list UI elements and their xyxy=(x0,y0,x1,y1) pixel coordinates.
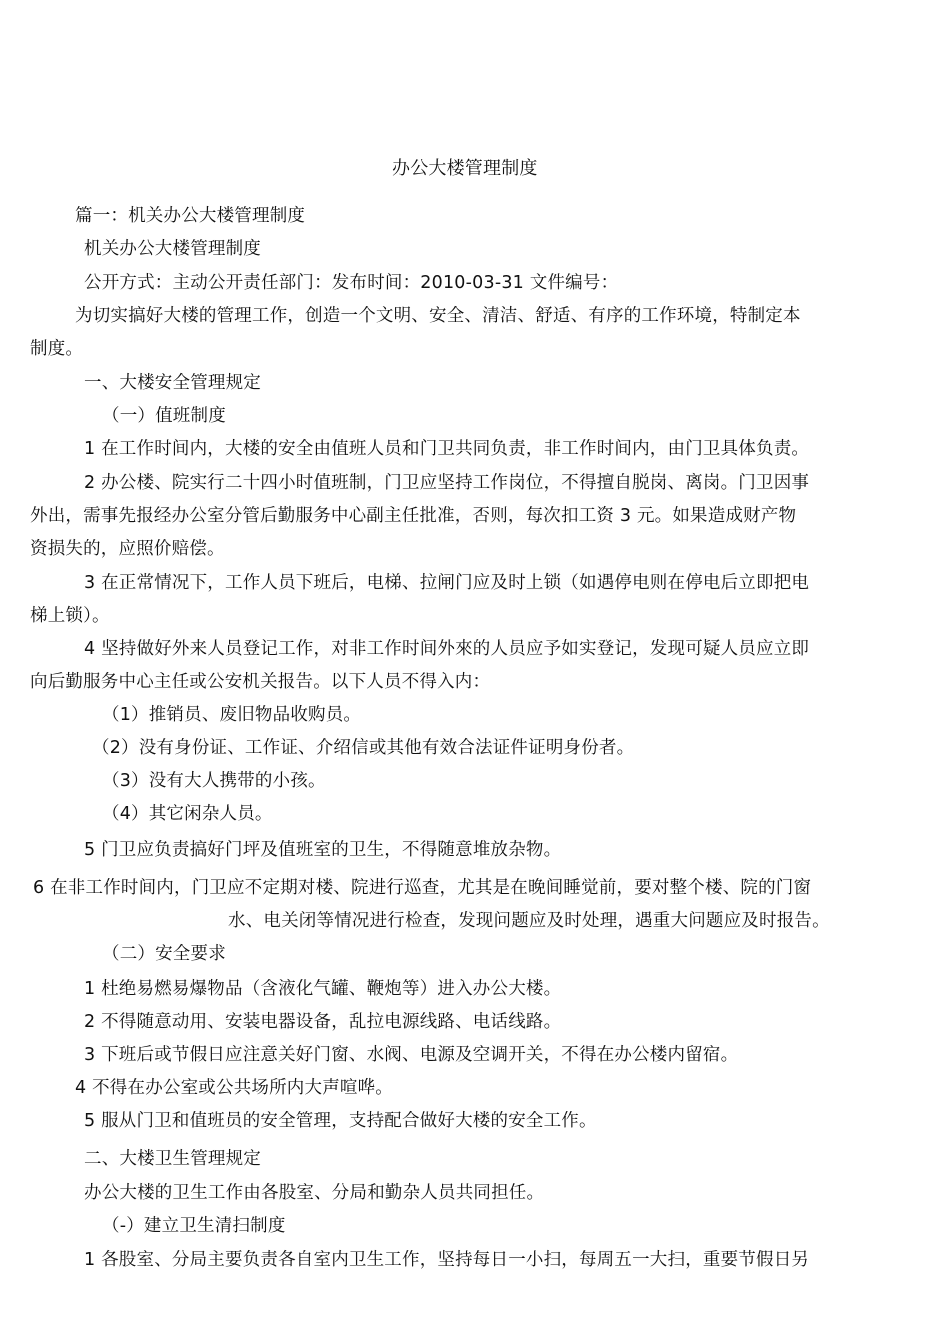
paragraph-line: 制度。 xyxy=(30,339,84,359)
list-item: （1）推销员、废旧物品收购员。 xyxy=(102,705,362,725)
list-item: 4 不得在办公室或公共场所内大声喧哗。 xyxy=(75,1078,393,1098)
paragraph-line: 2 办公楼、院实行二十四小时值班制，门卫应坚持工作岗位，不得擅自脱岗、离岗。门卫因事 xyxy=(84,473,810,493)
subsection-heading: （-）建立卫生清扫制度 xyxy=(102,1216,286,1236)
paragraph-line: 资损失的，应照价赔偿。 xyxy=(30,539,225,559)
paragraph-line: 1 各股室、分局主要负责各自室内卫生工作，坚持每日一小扫，每周五一大扫，重要节假日另 xyxy=(84,1250,810,1270)
paragraph-line: 向后勤服务中心主任或公安机关报告。以下人员不得入内： xyxy=(30,672,491,692)
list-item: （4）其它闲杂人员。 xyxy=(102,804,273,824)
list-item: （2）没有身份证、工作证、介绍信或其他有效合法证件证明身份者。 xyxy=(92,738,635,758)
publication-info: 公开方式：主动公开责任部门：发布时间：2010-03-31 文件编号： xyxy=(84,273,619,293)
list-item: 1 杜绝易燃易爆物品（含液化气罐、鞭炮等）进入办公大楼。 xyxy=(84,979,562,999)
subsection-heading: （二）安全要求 xyxy=(102,944,226,964)
list-item: 5 服从门卫和值班员的安全管理，支持配合做好大楼的安全工作。 xyxy=(84,1111,597,1131)
paragraph-line: 4 坚持做好外来人员登记工作，对非工作时间外來的人员应予如实登记，发现可疑人员应立即 xyxy=(84,639,810,659)
paragraph-line: 为切实搞好大楼的管理工作，创造一个文明、安全、清洁、舒适、有序的工作环境，特制定本 xyxy=(75,306,801,326)
paragraph-line: 外出，需事先报经办公室分管后勤服务中心副主任批准，否则，每次扣工资 3 元。如果造成财产物 xyxy=(30,506,797,526)
subtitle: 机关办公大楼管理制度 xyxy=(84,239,261,259)
chapter-heading: 篇一：机关办公大楼管理制度 xyxy=(75,206,306,226)
paragraph-line: 办公大楼的卫生工作由各股室、分局和勤杂人员共同担任。 xyxy=(84,1183,545,1203)
section-heading: 二、大楼卫生管理规定 xyxy=(84,1149,261,1169)
list-item: 2 不得随意动用、安装电器设备，乱拉电源线路、电话线路。 xyxy=(84,1012,562,1032)
subsection-heading: （一）值班制度 xyxy=(102,406,226,426)
paragraph-line: 5 门卫应负责搞好门坪及值班室的卫生，不得随意堆放杂物。 xyxy=(84,840,562,860)
paragraph-line: 水、电关闭等情况进行检查，发现问题应及时处理，遇重大问题应及时报告。 xyxy=(228,911,830,931)
section-heading: 一、大楼安全管理规定 xyxy=(84,373,261,393)
paragraph-line: 6 在非工作时间内，门卫应不定期对楼、院进行巡查，尤其是在晚间睡觉前，要对整个楼、院的门窗 xyxy=(33,878,812,898)
list-item: 3 下班后或节假日应注意关好门窗、水阀、电源及空调开关，不得在办公楼内留宿。 xyxy=(84,1045,739,1065)
list-item: （3）没有大人携带的小孩。 xyxy=(102,771,326,791)
document-title: 办公大楼管理制度 xyxy=(392,158,538,179)
paragraph-line: 3 在正常情况下，工作人员下班后，电梯、拉闸门应及时上锁（如遇停电则在停电后立即把电 xyxy=(84,573,810,593)
paragraph-line: 1 在工作时间内，大楼的安全由值班人员和门卫共同负责，非工作时间内，由门卫具体负责。 xyxy=(84,439,810,459)
paragraph-line: 梯上锁）。 xyxy=(30,606,110,626)
